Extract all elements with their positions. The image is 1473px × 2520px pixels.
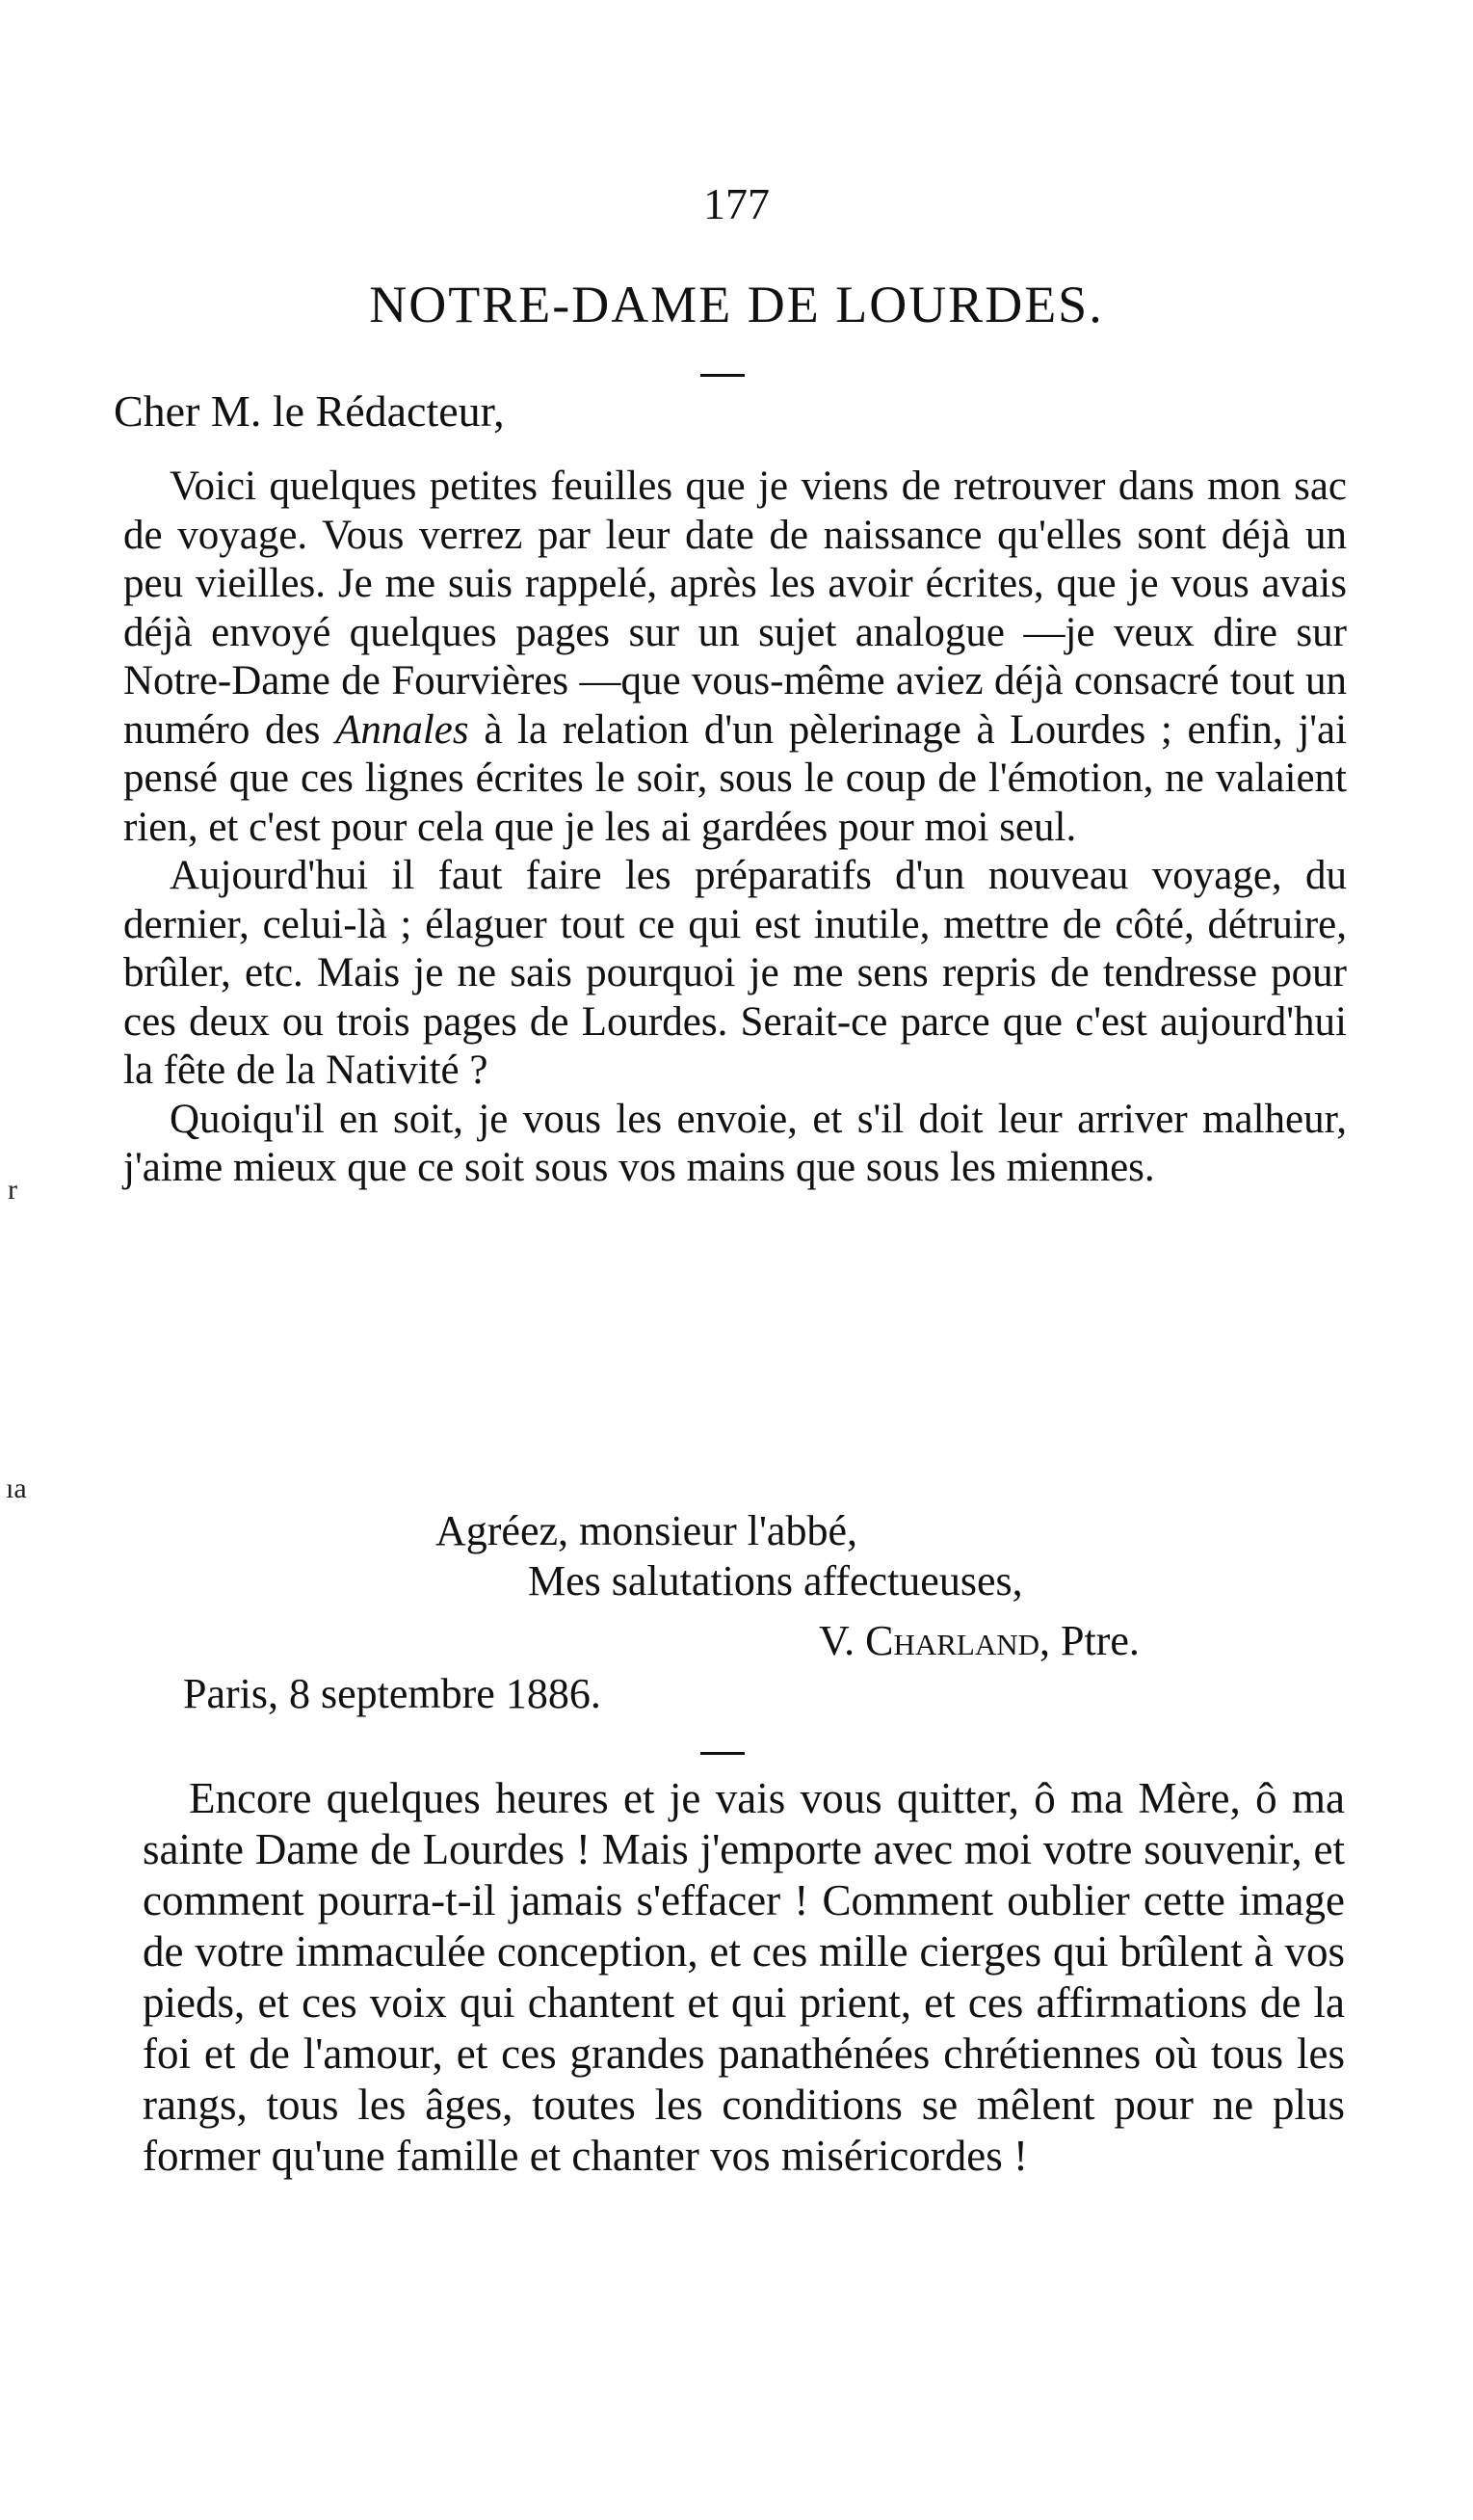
letter-body [123, 463, 1347, 1193]
signature-title: Ptre. [1061, 1617, 1140, 1664]
title-divider [700, 374, 745, 377]
letter-paragraph-1 [123, 463, 1347, 852]
signature-name: Charland, [865, 1617, 1051, 1664]
signature [819, 1616, 1140, 1665]
letter-paragraph-2: Aujourd'hui il faut faire les préparatifs d'un nouveau voyage, du dernier, celui-là ; élaguer tout ce qui est inutile, mettre de côté, détruire, brûler, etc. Mais je ne sais pourquoi je me sens repris de tendresse pour ces deux ou trois pages de Lourdes. Serait-ce parce que c'est aujourd'hui la fête de la Nativité ? [123, 853, 1347, 1093]
section-divider [700, 1752, 745, 1755]
paragraph-1-text: Voici quelques petites feuilles que je viens de retrouver dans mon sac de voyage. Vous verrez par leur date de naissance qu'elles sont déjà un peu vieilles. Je me suis rappelé, après les avoir écrites, que je vous avais déjà envoyé quelques pages sur un sujet analogue —je veux dire sur Notre-Dame de Fourvières —que vous-même aviez déjà consacré tout un numéro des [123, 464, 1347, 753]
margin-mark-1: r [8, 1174, 17, 1206]
section-2-paragraph: Encore quelques heures et je vais vous quitter, ô ma Mère, ô ma sainte Dame de Lourdes ! Mais j'emporte avec moi votre souvenir, et comment pourra-t-il jamais s'effacer ! Comment oublier cette image de votre immaculée conception, et ces mille cierges qui brûlent à vos pieds, et ces voix qui chantent et qui prient, et ces affirmations de la foi et de l'amour, et ces grandes panathénées chrétiennes où tous les rangs, tous les âges, toutes les conditions se mêlent pour ne plus former qu'une famille et chanter vos miséricordes ! [143, 1774, 1345, 2180]
dateline: Paris, 8 septembre 1886. [183, 1670, 601, 1717]
page-number: 177 [703, 179, 770, 228]
closing-line-1: Agréez, monsieur l'abbé, [435, 1507, 857, 1554]
paragraph-1-end: à la relation d'un pèlerinage à Lourdes ; enfin, j'ai pensé que ces lignes écrites le soir, sous le coup de l'émotion, ne valaient rien, et c'est pour cela que je les ai gardées pour moi seul. [123, 706, 1348, 850]
annales-title: Annales [335, 706, 469, 753]
closing-line-2: Mes salutations affectueuses, [528, 1557, 1023, 1605]
signature-initial: V. [819, 1617, 855, 1664]
margin-mark-2: ıa [6, 1472, 27, 1504]
letter-salutation: Cher M. le Rédacteur, [114, 386, 505, 436]
letter-paragraph-3: Quoiqu'il en soit, je vous les envoie, et s'il doit leur arriver malheur, j'aime mieux que ce soit sous vos mains que sous les miennes. [123, 1096, 1347, 1190]
page-title: NOTRE-DAME DE LOURDES. [369, 276, 1104, 333]
section-2-body [143, 1773, 1345, 2182]
